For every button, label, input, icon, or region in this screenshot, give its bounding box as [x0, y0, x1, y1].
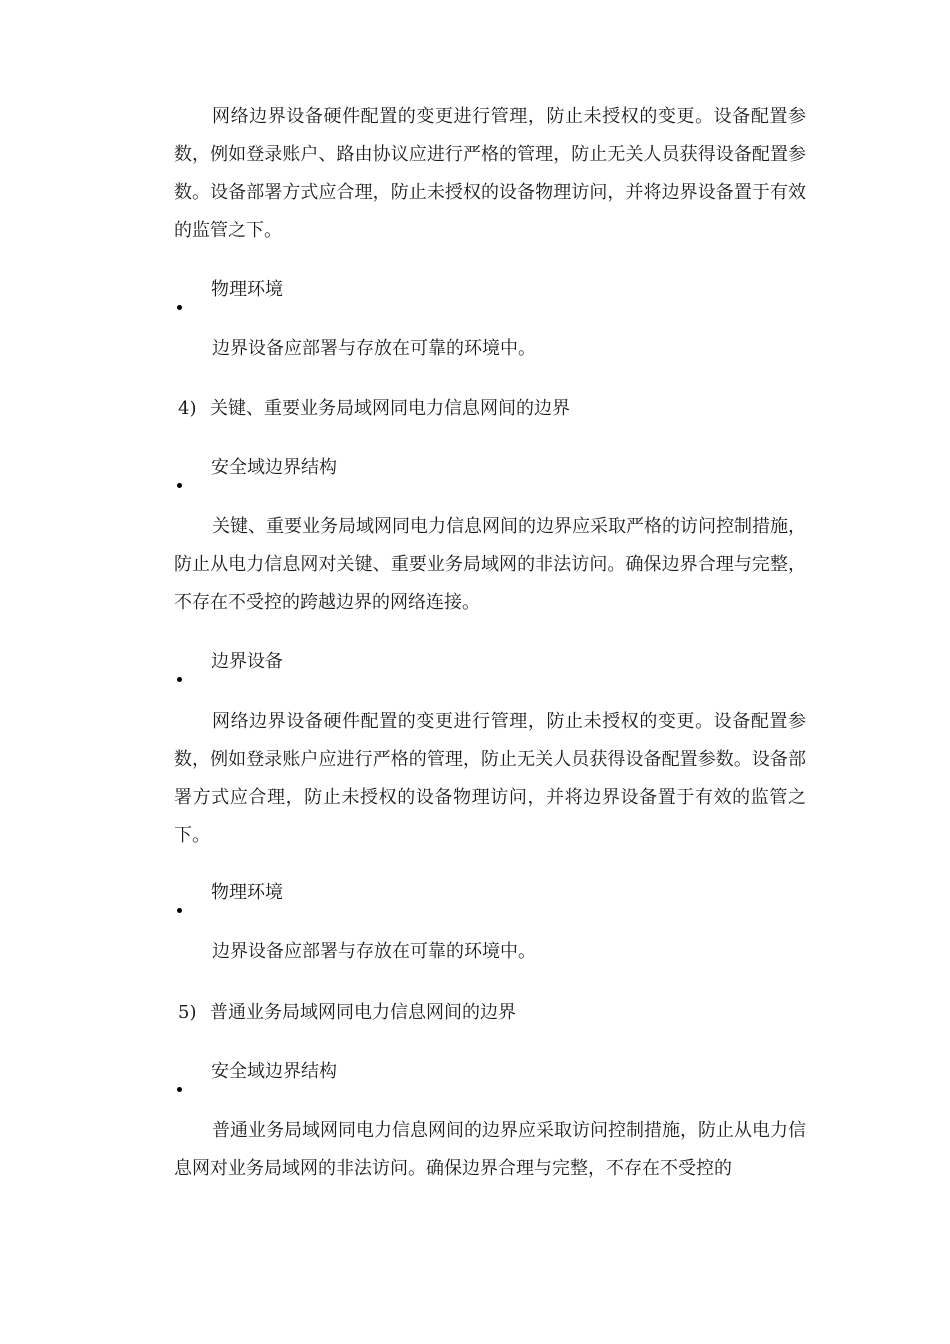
paragraph-boundary-device-config: 网络边界设备硬件配置的变更进行管理，防止未授权的变更。设备配置参数，例如登录账户应进行严格的管理，防止无关人员获得设备配置参数。设备部署方式应合理，防止未授权的设备物理访问，并将边界设备置于有效的监管之下。: [174, 711, 806, 846]
bullet-item-security-domain-structure: [174, 456, 806, 496]
section-title: 关键、重要业务局域网同电力信息网间的边界: [210, 398, 570, 419]
section-number: 5): [178, 1002, 197, 1023]
paragraph-network-boundary-config: 网络边界设备硬件配置的变更进行管理，防止未授权的变更。设备配置参数，例如登录账户、路由协议应进行严格的管理，防止无关人员获得设备配置参数。设备部署方式应合理，防止未授权的设备物理访问，并将边界设备置于有效的监管之下。: [174, 106, 806, 241]
bullet-label: 安全域边界结构: [211, 457, 337, 478]
bullet-dot-icon: [177, 908, 182, 913]
bullet-label: 边界设备: [211, 651, 283, 672]
section-title: 普通业务局域网同电力信息网间的边界: [210, 1002, 516, 1023]
paragraph-physical-environment-2: 边界设备应部署与存放在可靠的环境中。: [212, 941, 536, 962]
paragraph-general-lan-boundary: 普通业务局域网同电力信息网间的边界应采取访问控制措施，防止从电力信息网对业务局域网的非法访问。确保边界合理与完整，不存在不受控的: [174, 1120, 806, 1179]
bullet-item-security-domain-structure-2: [174, 1060, 806, 1100]
bullet-item-physical-environment-2: [174, 881, 806, 921]
section-heading-4: [178, 397, 570, 421]
bullet-label: 安全域边界结构: [211, 1061, 337, 1082]
bullet-dot-icon: [177, 483, 182, 488]
bullet-label: 物理环境: [211, 882, 283, 903]
bullet-dot-icon: [177, 1087, 182, 1092]
paragraph-key-lan-boundary: 关键、重要业务局域网同电力信息网间的边界应采取严格的访问控制措施，防止从电力信息网对关键、重要业务局域网的非法访问。确保边界合理与完整，不存在不受控的跨越边界的网络连接。: [174, 516, 806, 613]
section-heading-5: [178, 1001, 516, 1025]
bullet-dot-icon: [177, 305, 182, 310]
bullet-item-physical-environment: [174, 278, 806, 318]
section-number: 4): [178, 398, 197, 419]
bullet-label: 物理环境: [211, 279, 283, 300]
paragraph-physical-environment: 边界设备应部署与存放在可靠的环境中。: [212, 338, 536, 359]
bullet-item-boundary-devices: [174, 650, 806, 690]
bullet-dot-icon: [177, 677, 182, 682]
